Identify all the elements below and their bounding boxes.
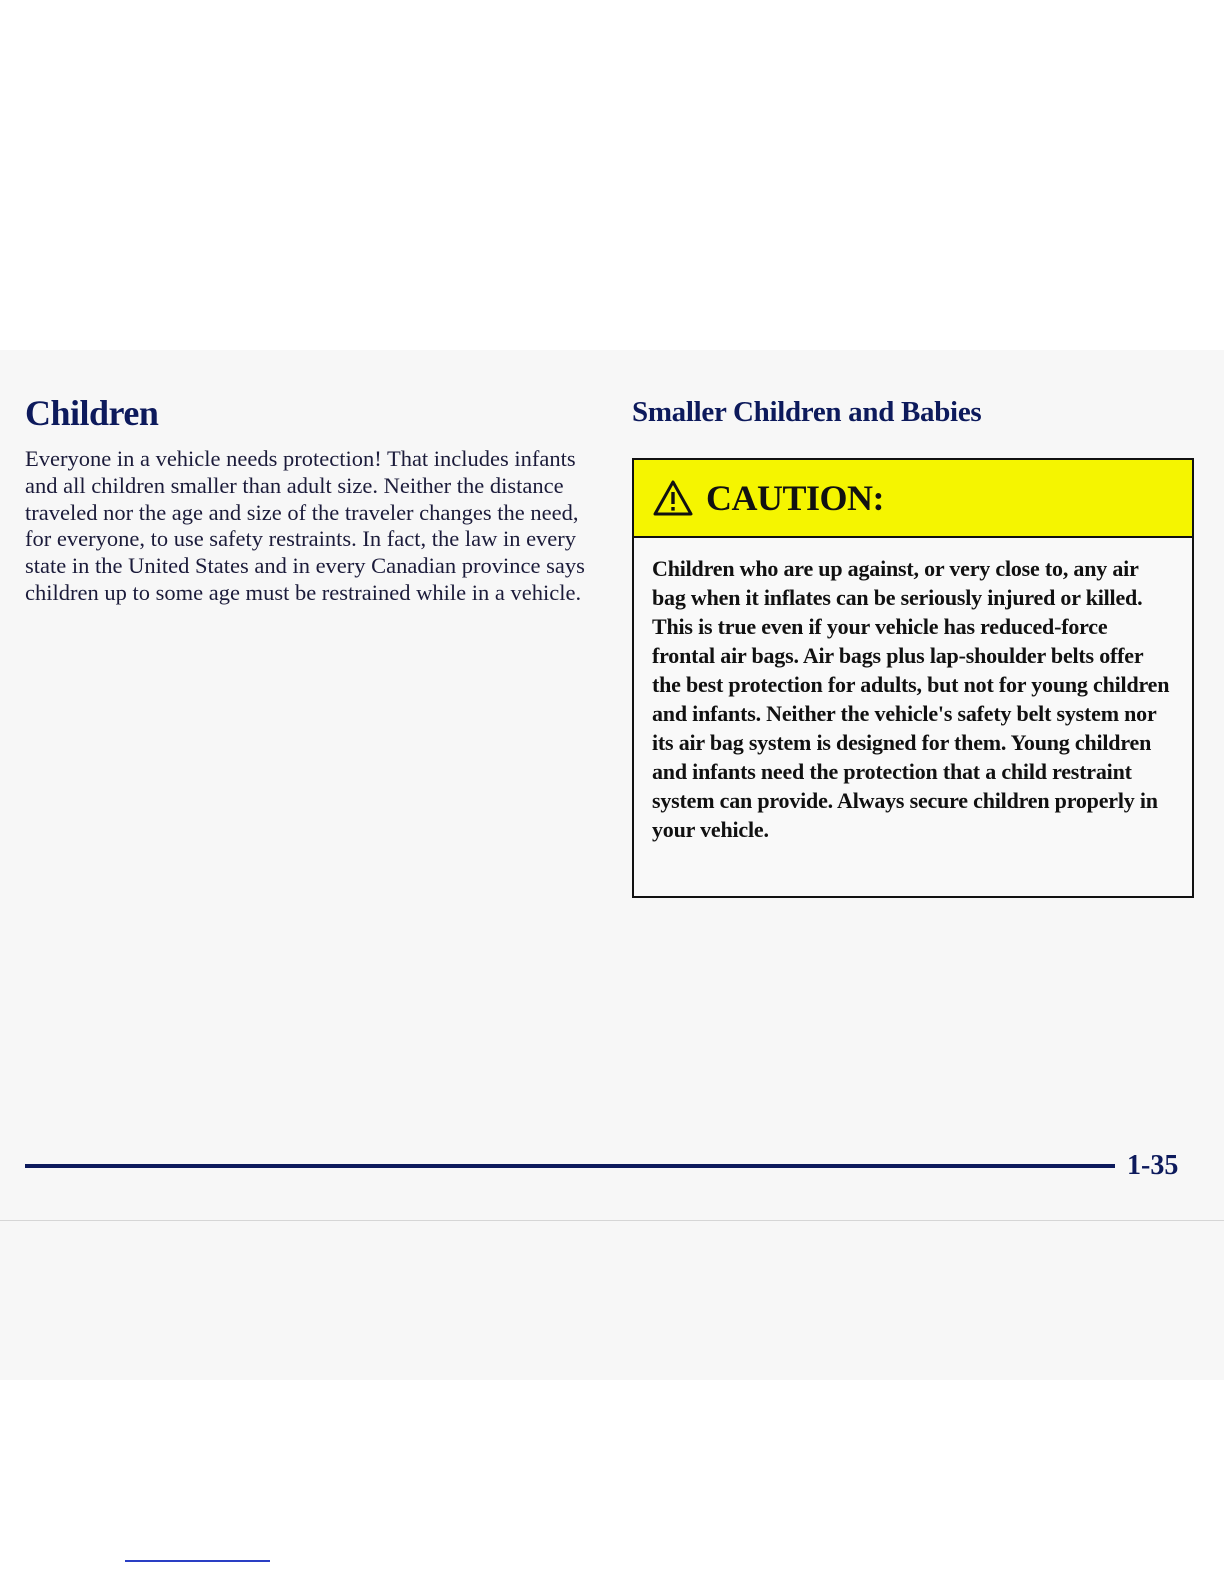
- scan-edge-line: [0, 1220, 1224, 1221]
- section-heading-children: Children: [25, 393, 159, 433]
- caution-text: Children who are up against, or very close to, any air bag when it inflates can be seriously injured or killed. This is true even if your vehicle has reduced-force frontal air bags. Air bags plus lap-shoulder belts offer the best protection for adults, but not for young children and infants. Neither the vehicle's safety belt system nor its air bag system is designed for them. Young children and infants need the protection that a child restraint system can provide. Always secure children properly in your vehicle.: [652, 556, 1170, 842]
- section-heading-smaller-children: Smaller Children and Babies: [632, 396, 982, 428]
- page-number: 1-35: [1127, 1150, 1179, 1181]
- caution-header: [634, 460, 1192, 538]
- warning-triangle-icon: [652, 479, 694, 517]
- caution-title: CAUTION:: [706, 478, 885, 518]
- children-paragraph: Everyone in a vehicle needs protection! That includes infants and all children smaller than adult size. Neither the distance traveled nor the age and size of the traveler changes the need, for everyone, to use safety restraints. In fact, the law in every state in the United States and in every Canadian province says children up to some age must be restrained while in a vehicle.: [25, 446, 585, 605]
- bottom-underline: [125, 1560, 270, 1562]
- caution-box: [632, 458, 1194, 898]
- footer-rule: [25, 1164, 1115, 1168]
